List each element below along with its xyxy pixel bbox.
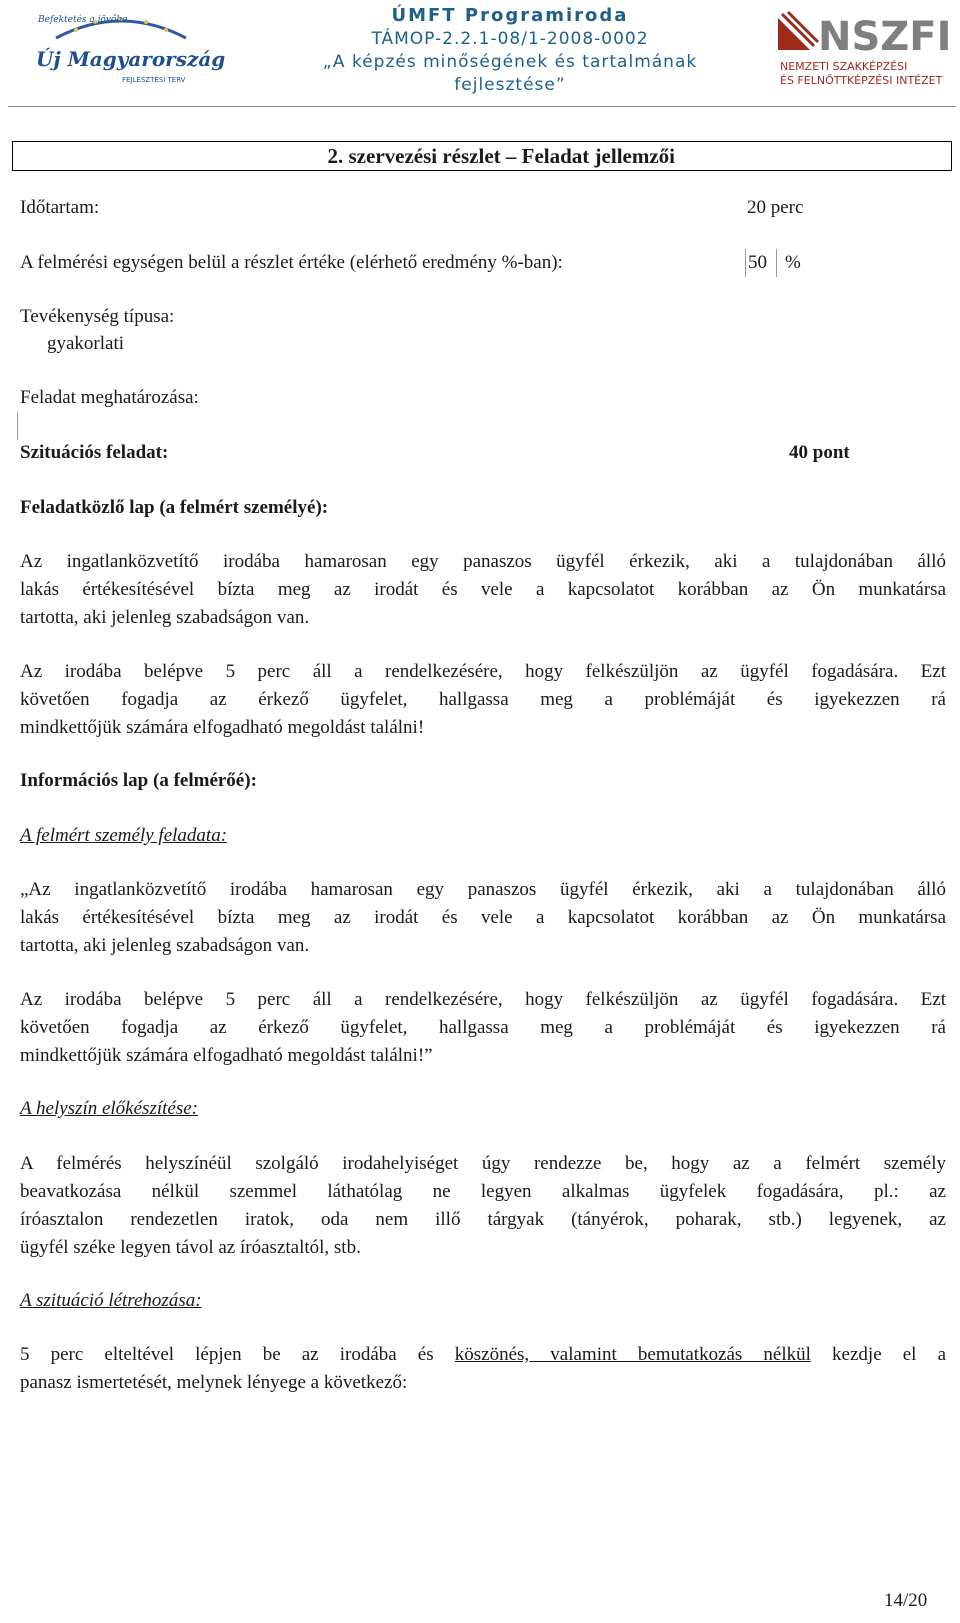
- field-separator: [745, 249, 746, 277]
- field-separator: [776, 249, 777, 277]
- text-line: lakás értékesítésével bízta meg az irodát és vele a kapcsolatot korábban az Ön munkatársa: [20, 907, 946, 928]
- info-paragraph-1: [20, 876, 946, 960]
- candidate-sheet-heading: Feladatközlő lap (a felmért személyé):: [20, 497, 329, 518]
- text-line: panasz ismertetését, melynek lényege a következő:: [20, 1372, 408, 1393]
- logo-tagline: Befektetés a jövőbe: [38, 15, 128, 25]
- text-line: Az ingatlanközvetítő irodába hamarosan egy panaszos ügyfél érkezik, aki a tulajdonában álló: [20, 551, 946, 572]
- task-of-candidate-label: A felmért személy feladata:: [20, 825, 228, 846]
- program-office-name: ÚMFT Programiroda: [391, 5, 629, 26]
- text-run: kezdje el a: [810, 1344, 946, 1365]
- text-line: követően fogadja az érkező ügyfelet, hallgassa meg a problémáját és igyekezzen rá: [20, 689, 946, 710]
- text-line: Az irodába belépve 5 perc áll a rendelkezésére, hogy felkészüljön az ügyfél fogadására. Ezt: [20, 989, 946, 1010]
- nszfi-sub1: NEMZETI SZAKKÉPZÉSI: [780, 60, 908, 73]
- text-line: tartotta, aki jelenleg szabadságon van.: [20, 935, 310, 956]
- project-title-line1: „A képzés minőségének és tartalmának: [322, 52, 698, 72]
- task-definition-label: Feladat meghatározása:: [20, 387, 199, 408]
- field-separator: [17, 412, 18, 440]
- program-office-heading: [300, 4, 720, 97]
- situational-task-label: Szituációs feladat:: [20, 442, 169, 463]
- duration-value: 20 perc: [747, 197, 804, 218]
- weight-value: 50: [748, 252, 767, 273]
- section-title-box: [12, 141, 952, 171]
- uj-magyarorszag-logo: [36, 10, 226, 90]
- text-line: mindkettőjük számára elfogadható megoldást találni!: [20, 717, 425, 738]
- text-line: követően fogadja az érkező ügyfelet, hallgassa meg a problémáját és igyekezzen rá: [20, 1017, 946, 1038]
- text-line: tartotta, aki jelenleg szabadságon van.: [20, 607, 310, 628]
- logo-title: Új Magyarország: [36, 47, 226, 71]
- text-run: 5 perc elteltével lépjen be az irodába és: [20, 1344, 455, 1365]
- info-paragraph-2: [20, 986, 946, 1070]
- situational-task-points: 40 pont: [789, 442, 850, 463]
- nszfi-sub2: ÉS FELNŐTTKÉPZÉSI INTÉZET: [780, 74, 943, 87]
- text-line: mindkettőjük számára elfogadható megoldást találni!”: [20, 1045, 433, 1066]
- header-rule: [8, 106, 956, 107]
- text-line: „Az ingatlanközvetítő irodába hamarosan egy panaszos ügyfél érkezik, aki a tulajdonában álló: [20, 879, 946, 900]
- situation-creation-label: A szituáció létrehozása:: [20, 1290, 202, 1311]
- logo-subtitle: FEJLESZTÉSI TERV: [122, 76, 186, 84]
- text-line: lakás értékesítésével bízta meg az irodát és vele a kapcsolatot korábban az Ön munkatársa: [20, 579, 946, 600]
- nszfi-title: NSZFI: [818, 14, 952, 60]
- section-title: 2. szervezési részlet – Feladat jellemzői: [327, 144, 675, 168]
- project-title-line2: fejlesztése”: [454, 75, 566, 95]
- candidate-paragraph-2: [20, 658, 946, 742]
- activity-label: Tevékenység típusa:: [20, 306, 175, 327]
- weight-label: A felmérési egységen belül a részlet értéke (elérhető eredmény %-ban):: [20, 252, 563, 273]
- text-line: A felmérés helyszínéül szolgáló irodahelyiséget úgy rendezze be, hogy az a felmért személy: [20, 1153, 946, 1174]
- duration-label: Időtartam:: [20, 197, 100, 218]
- text-line: [20, 1341, 946, 1369]
- site-preparation-label: A helyszín előkészítése:: [20, 1098, 198, 1119]
- page-number: 14/20: [884, 1590, 928, 1611]
- project-code: TÁMOP-2.2.1-08/1-2008-0002: [371, 29, 649, 49]
- text-line: Az irodába belépve 5 perc áll a rendelkezésére, hogy felkészüljön az ügyfél fogadására. Ezt: [20, 661, 946, 682]
- text-line: beavatkozása nélkül szemmel láthatólag ne legyen alkalmas ügyfelek fogadására, pl.: az: [20, 1181, 946, 1202]
- weight-unit: %: [785, 252, 801, 273]
- activity-value: gyakorlati: [47, 333, 125, 354]
- text-line: íróasztalon rendezetlen iratok, oda nem illő tárgyak (tányérok, poharak, stb.) legyenek, az: [20, 1209, 946, 1230]
- site-preparation-paragraph: [20, 1150, 946, 1262]
- page-header: [0, 0, 960, 110]
- situation-creation-paragraph: [20, 1341, 946, 1397]
- nszfi-logo: [778, 10, 952, 90]
- candidate-paragraph-1: [20, 548, 946, 632]
- text-line: ügyfél széke legyen távol az íróasztaltól, stb.: [20, 1237, 361, 1258]
- info-sheet-heading: Információs lap (a felmérőé):: [20, 770, 257, 791]
- emphasized-instruction: köszönés, valamint bemutatkozás nélkül: [454, 1344, 811, 1365]
